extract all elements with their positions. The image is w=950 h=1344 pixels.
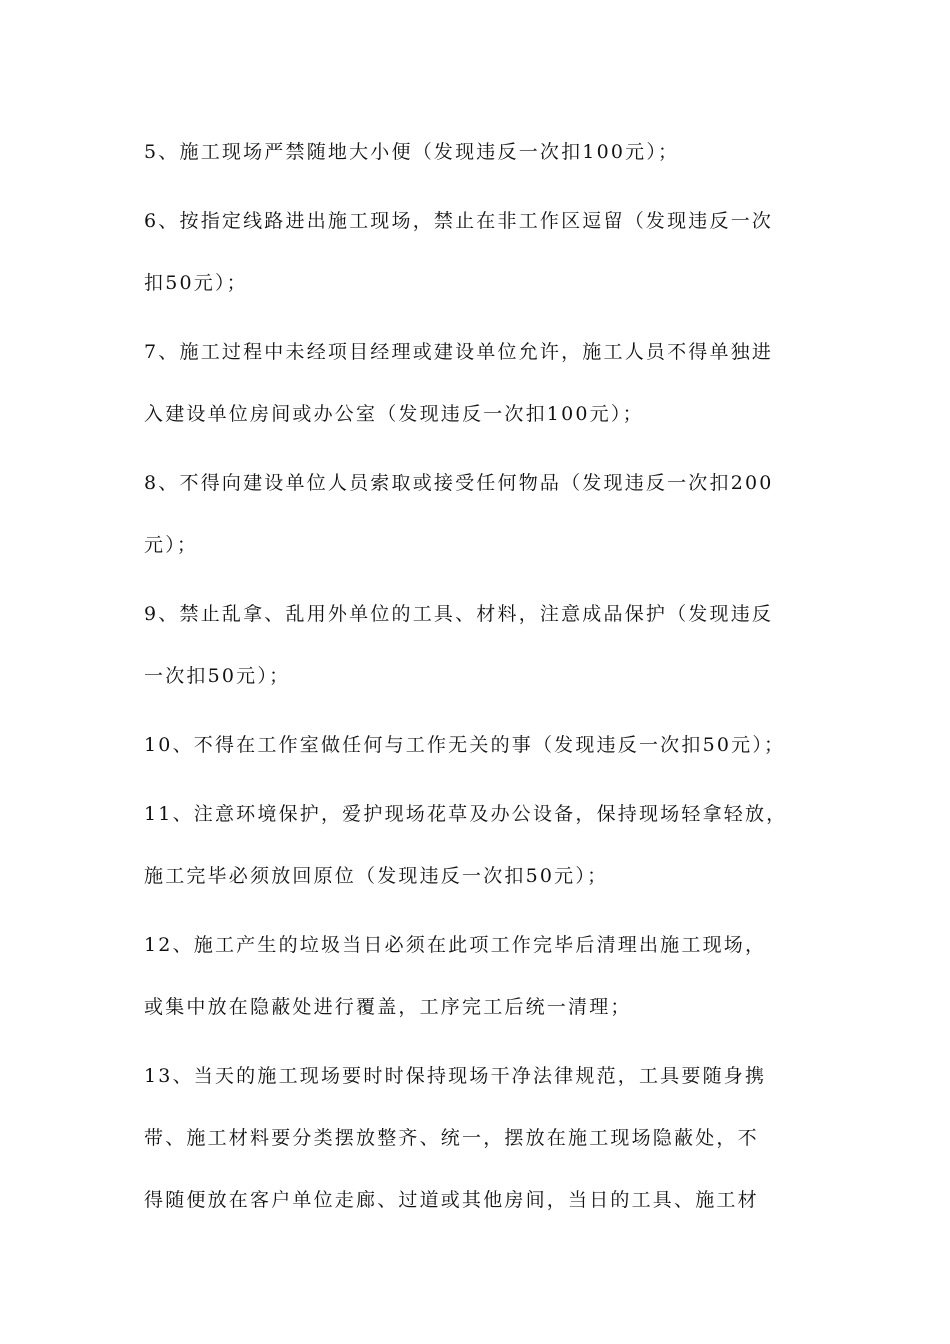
text-line-rule-7-cont: 入建设单位房间或办公室（发现违反一次扣100元）； [144, 403, 644, 425]
text-line-rule-6-cont: 扣50元）； [144, 272, 248, 294]
text-line-rule-8-cont: 元）； [144, 534, 199, 556]
text-line-rule-9: 9、禁止乱拿、乱用外单位的工具、材料，注意成品保护（发现违反 [144, 603, 774, 625]
text-line-rule-8: 8、不得向建设单位人员索取或接受任何物品（发现违反一次扣200 [144, 472, 774, 494]
text-line-rule-12: 12、施工产生的垃圾当日必须在此项工作完毕后清理出施工现场， [144, 934, 767, 956]
text-line-rule-11-cont: 施工完毕必须放回原位（发现违反一次扣50元）； [144, 865, 609, 887]
text-line-rule-5: 5、施工现场严禁随地大小便（发现违反一次扣100元）； [144, 141, 680, 163]
text-line-rule-11: 11、注意环境保护，爱护现场花草及办公设备，保持现场轻拿轻放， [144, 803, 788, 825]
text-line-rule-10: 10、不得在工作室做任何与工作无关的事（发现违反一次扣50元）； [144, 734, 786, 756]
text-line-rule-6: 6、按指定线路进出施工现场，禁止在非工作区逗留（发现违反一次 [144, 210, 774, 232]
text-line-rule-13: 13、当天的施工现场要时时保持现场干净法律规范，工具要随身携 [144, 1065, 767, 1087]
text-line-rule-7: 7、施工过程中未经项目经理或建设单位允许，施工人员不得单独进 [144, 341, 774, 363]
text-line-rule-12-cont: 或集中放在隐蔽处进行覆盖，工序完工后统一清理； [144, 996, 632, 1018]
text-line-rule-13-cont-1: 带、施工材料要分类摆放整齐、统一，摆放在施工现场隐蔽处，不 [144, 1127, 759, 1149]
text-line-rule-13-cont-2: 得随便放在客户单位走廊、过道或其他房间，当日的工具、施工材 [144, 1189, 759, 1211]
text-line-rule-9-cont: 一次扣50元）； [144, 665, 291, 687]
